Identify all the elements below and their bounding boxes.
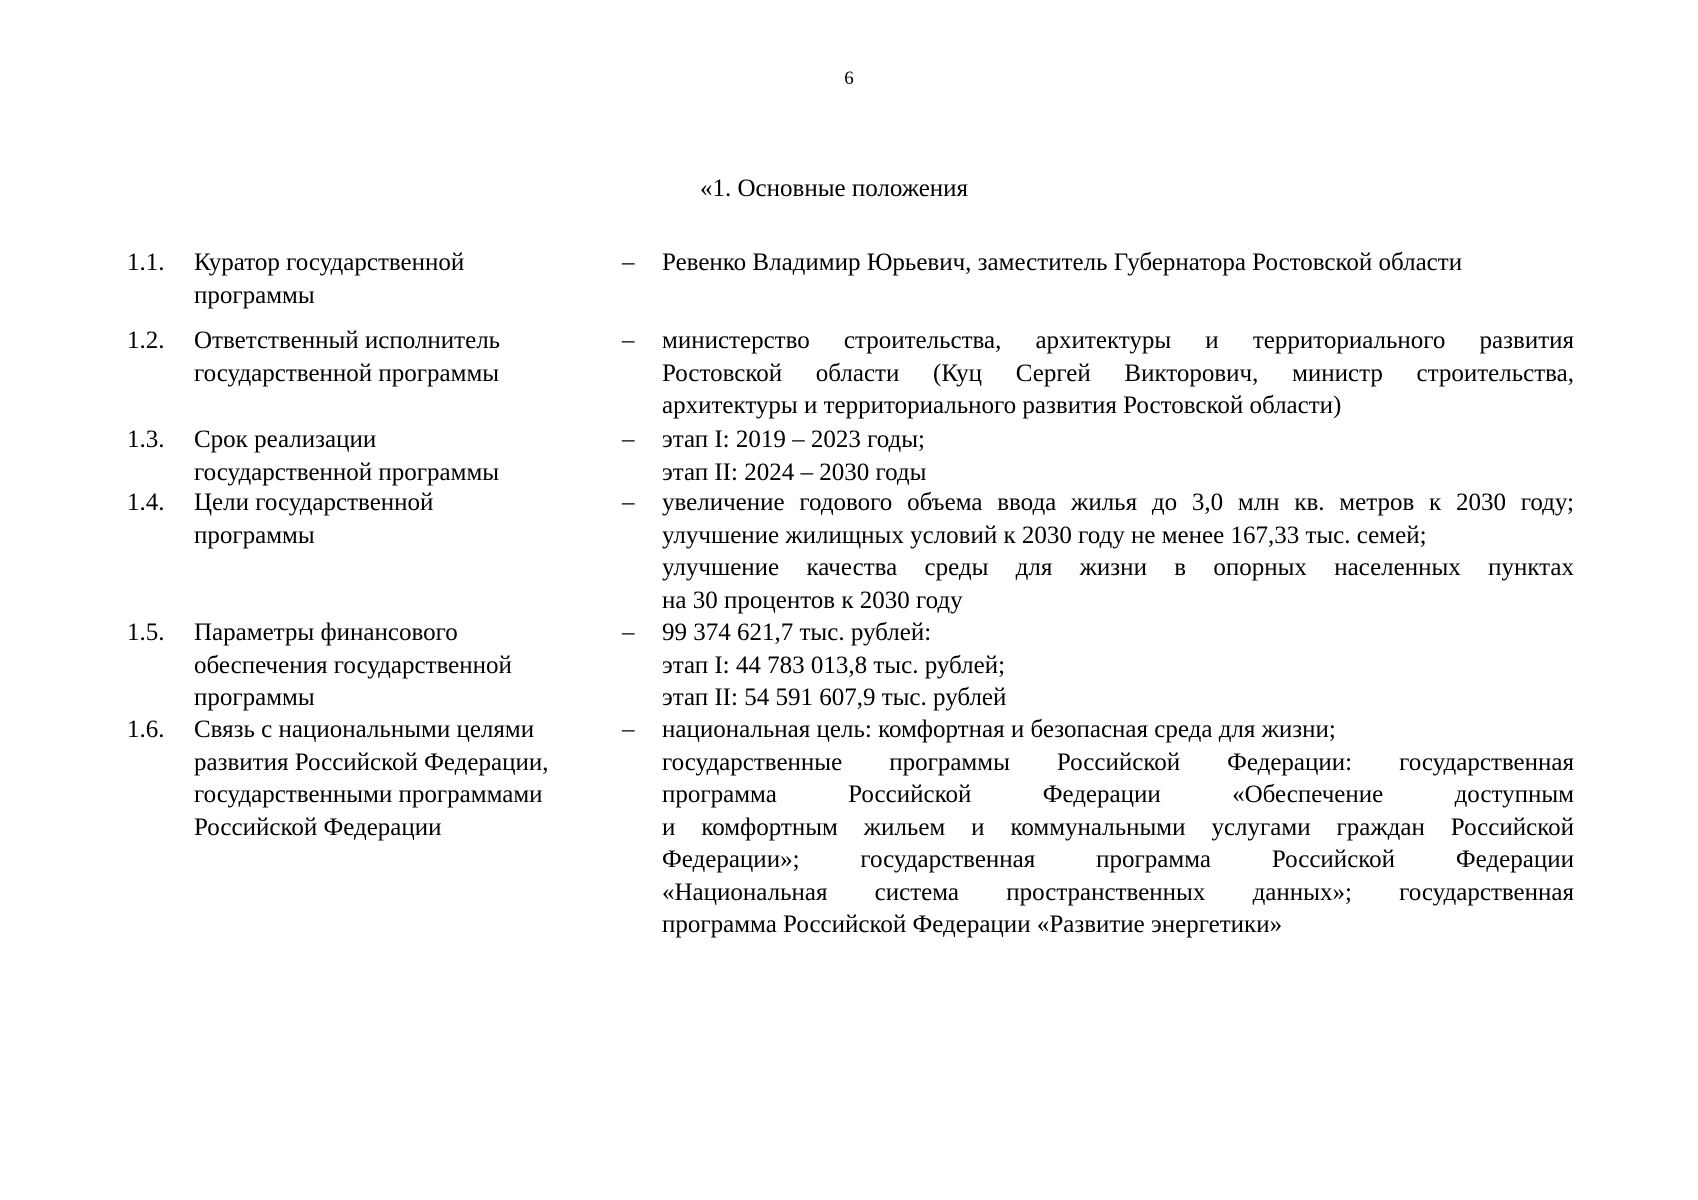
row-number: 1.5. — [127, 619, 165, 646]
row-value-line: этап I: 2019 – 2023 годы; — [662, 426, 926, 453]
page-number: 6 — [844, 68, 854, 89]
row-label-line: государственными программами — [194, 781, 543, 808]
row-number: 1.3. — [127, 426, 165, 453]
section-title: «1. Основные положения — [700, 175, 969, 202]
row-number: 1.4. — [127, 489, 165, 516]
row-dash: – — [622, 716, 635, 743]
row-label-line: развития Российской Федерации, — [194, 748, 549, 776]
row-value-line: национальная цель: комфортная и безопасная среда для жизни; — [662, 716, 1336, 743]
row-value-line: Ревенко Владимир Юрьевич, заместитель Губернатора Ростовской области — [662, 249, 1463, 276]
row-label-line: Куратор государственной — [194, 249, 465, 276]
row-value-line: увеличение годового объема ввода жилья до 3,0 млн кв. метров к 2030 году; — [662, 489, 1574, 516]
row-value — [662, 325, 1574, 423]
row-label — [194, 325, 614, 390]
row-dash: – — [622, 249, 635, 276]
row-value-line: улучшение жилищных условий к 2030 году не менее 167,33 тыс. семей; — [662, 521, 1427, 549]
row-value-line: Ростовской области (Куц Сергей Викторович, министр строительства, — [662, 359, 1574, 387]
row-value-line: программа Российской Федерации «Обеспечение доступным — [662, 781, 1574, 808]
row-value-line: улучшение качества среды для жизни в опорных населенных пунктах — [662, 554, 1574, 581]
row-value-line: «Национальная система пространственных данных»; государственная — [662, 878, 1574, 906]
row-value-line: на 30 процентов к 2030 году — [662, 586, 963, 614]
row-label-line: Цели государственной — [194, 489, 434, 516]
row-number: 1.1. — [127, 249, 165, 276]
row-value-line: программа Российской Федерации «Развитие энергетики» — [662, 911, 1283, 938]
row-label-line: Срок реализации — [194, 426, 377, 453]
row-value-line: архитектуры и территориального развития Ростовской области) — [662, 392, 1342, 419]
row-value — [662, 617, 1574, 715]
row-number: 1.2. — [127, 327, 165, 354]
row-value — [662, 487, 1574, 617]
row-value-line: Федерации»; государственная программа Российской Федерации — [662, 846, 1574, 873]
row-label — [194, 714, 614, 844]
row-value — [662, 247, 1574, 280]
row-label-line: государственной программы — [194, 359, 500, 387]
row-value-line: 99 374 621,7 тыс. рублей: — [662, 619, 932, 646]
row-label-line: программы — [194, 281, 315, 309]
row-label-line: Ответственный исполнитель — [194, 327, 501, 354]
row-value-line: этап II: 54 591 607,9 тыс. рублей — [662, 684, 1007, 711]
row-label — [194, 424, 614, 489]
row-label-line: Связь с национальными целями — [194, 716, 535, 743]
row-label — [194, 617, 614, 715]
row-value-line: государственные программы Российской Федерации: государственная — [662, 748, 1574, 776]
row-label-line: обеспечения государственной — [194, 651, 512, 679]
row-label-line: Российской Федерации — [194, 813, 442, 841]
row-value-line: этап II: 2024 – 2030 годы — [662, 458, 927, 486]
row-label-line: программы — [194, 521, 315, 549]
row-dash: – — [622, 489, 635, 516]
row-dash: – — [622, 426, 635, 453]
row-value — [662, 714, 1574, 942]
row-dash: – — [622, 619, 635, 646]
row-label — [194, 247, 614, 312]
row-value-line: этап I: 44 783 013,8 тыс. рублей; — [662, 651, 1006, 679]
row-value — [662, 424, 1574, 489]
row-label-line: Параметры финансового — [194, 619, 458, 646]
row-label-line: программы — [194, 684, 315, 711]
row-number: 1.6. — [127, 716, 165, 743]
row-dash: – — [622, 327, 635, 354]
row-value-line: и комфортным жильем и коммунальными услугами граждан Российской — [662, 813, 1574, 841]
row-label — [194, 487, 614, 552]
row-value-line: министерство строительства, архитектуры и территориального развития — [662, 327, 1574, 354]
row-label-line: государственной программы — [194, 458, 500, 486]
